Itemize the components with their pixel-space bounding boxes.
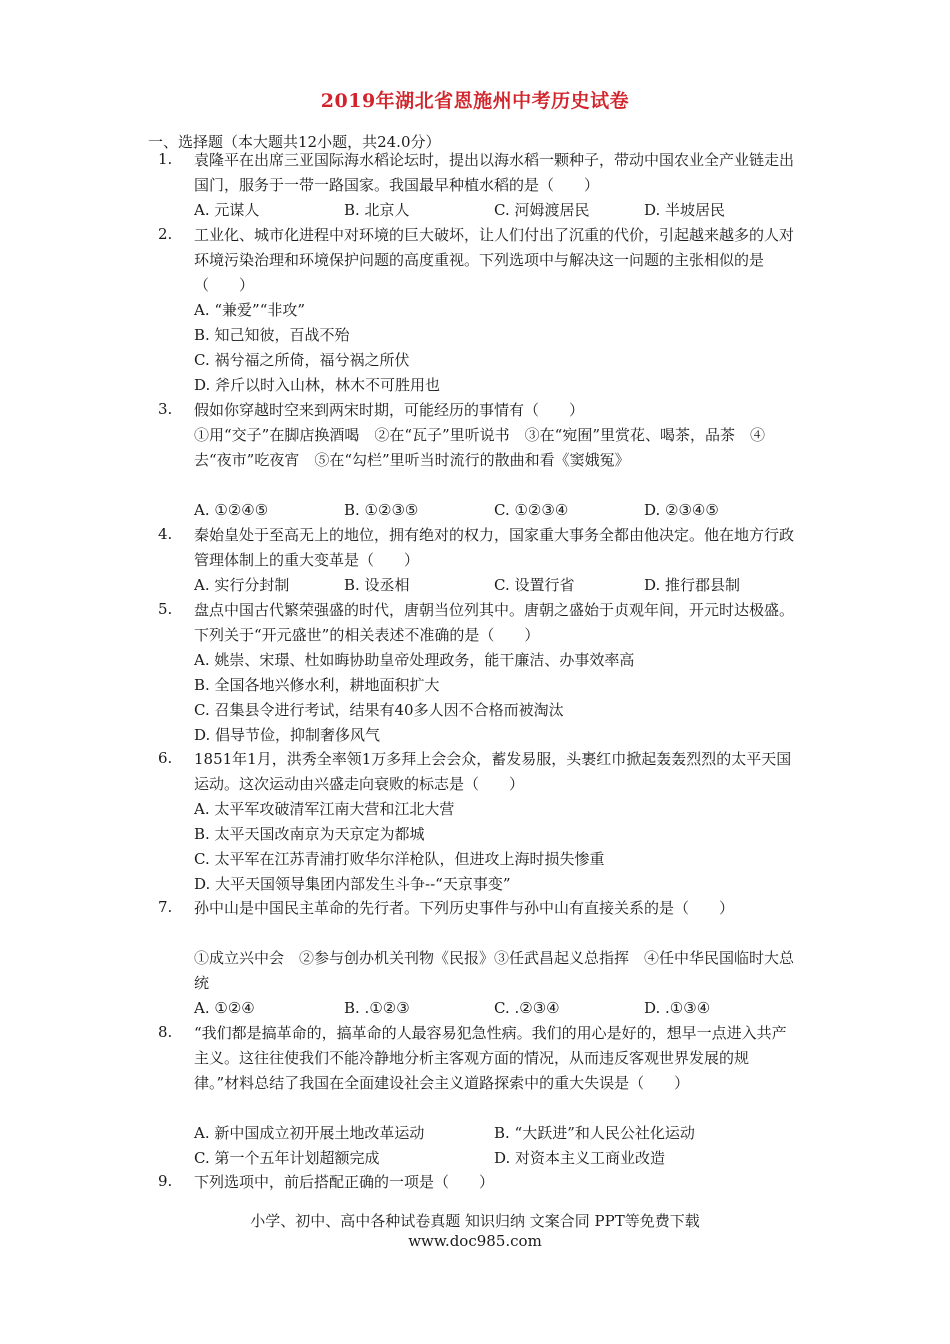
section-heading: 一、选择题（本大题共12小题，共24.0分）	[148, 133, 441, 151]
option-row	[194, 996, 794, 1021]
question-text: 下列选项中，前后搭配正确的一项是（ ）	[194, 1173, 495, 1191]
option-c: C. 太平军在江苏青浦打败华尔洋枪队，但进攻上海时损失惨重	[194, 850, 605, 868]
option-d: D. 斧斤以时入山林，林木不可胜用也	[194, 376, 441, 394]
option-c: C. 河姆渡居民	[494, 201, 590, 219]
question-number: 6.	[158, 749, 173, 767]
option-a: A. 太平军攻破清军江南大营和江北大营	[194, 800, 455, 818]
option-d: D. 推行郡县制	[644, 576, 741, 594]
question-number: 9.	[158, 1172, 173, 1190]
question-text: 工业化、城市化进程中对环境的巨大破坏，让人们付出了沉重的代价，引起越来越多的人对环境污染治理和环境保护问题的高度重视。下列选项中与解决这一问题的主张相似的是（ ）	[194, 226, 795, 294]
option-a: A. 姚崇、宋璟、杜如晦协助皇帝处理政务，能干廉洁、办事效率高	[194, 651, 635, 669]
option-c: C. .②③④	[494, 999, 560, 1017]
footer-link[interactable]: www.doc985.com	[408, 1232, 542, 1250]
question-number: 5.	[158, 600, 173, 618]
option-a: A. ①②④⑤	[194, 501, 269, 519]
option-b: B. 知己知彼，百战不殆	[194, 326, 350, 344]
option-d: D. 半坡居民	[644, 201, 726, 219]
option-d: D. ②③④⑤	[644, 501, 719, 519]
option-c: C. ①②③④	[494, 501, 569, 519]
question-text: 假如你穿越时空来到两宋时期，可能经历的事情有（ ）	[194, 401, 585, 419]
option-a: A. 新中国成立初开展土地改革运动	[194, 1124, 425, 1142]
question-text: “我们都是搞革命的，搞革命的人最容易犯急性病。我们的用心是好的，想早一点进入共产主义。这往往使我们不能冷静地分析主客观方面的情况，从而违反客观世界发展的规律。”材料总结了我国在全面建设社会主义道路探索中的重大失误是（ ）	[194, 1024, 787, 1092]
question-number: 1.	[158, 150, 173, 168]
option-c: C. 设置行省	[494, 576, 575, 594]
question-text: 1851年1月，洪秀全率领1万多拜上会会众，蓄发易服，头裹红巾掀起轰轰烈烈的太平天国运动。这次运动由兴盛走向衰败的标志是（ ）	[194, 750, 792, 793]
option-row-1	[194, 1121, 794, 1146]
option-b: B. 设丞相	[344, 576, 410, 594]
option-b: B. ①②③⑤	[344, 501, 419, 519]
option-b: B. .①②③	[344, 999, 410, 1017]
option-b: B. 全国各地兴修水利，耕地面积扩大	[194, 676, 440, 694]
option-c: C. 祸兮福之所倚，福兮祸之所伏	[194, 351, 410, 369]
option-b: B. 北京人	[344, 201, 410, 219]
option-d: D. 对资本主义工商业改造	[494, 1149, 666, 1167]
exam-title: 2019年湖北省恩施州中考历史试卷	[320, 90, 630, 112]
option-row	[194, 498, 794, 523]
option-row	[194, 198, 794, 223]
question-text: 秦始皇处于至高无上的地位，拥有绝对的权力，国家重大事务全都由他决定。他在地方行政管理体制上的重大变革是（ ）	[194, 526, 795, 569]
question-statements: ①成立兴中会 ②参与创办机关刊物《民报》③任武昌起义总指挥 ④任中华民国临时大总统	[194, 949, 795, 992]
question-statements: ①用“交子”在脚店换酒喝 ②在“瓦子”里听说书 ③在“宛囿”里赏花、喝茶，品茶 ④去“夜市”吃夜宵 ⑤在“勾栏”里听当时流行的散曲和看《窦娥冤》	[194, 426, 766, 469]
option-row-2	[194, 1146, 794, 1171]
option-c: C. 召集县令进行考试，结果有40多人因不合格而被淘汰	[194, 701, 564, 719]
page-footer	[0, 1211, 950, 1251]
option-c: C. 第一个五年计划超额完成	[194, 1149, 380, 1167]
question-number: 7.	[158, 898, 173, 916]
question-number: 2.	[158, 225, 173, 243]
question-number: 3.	[158, 400, 173, 418]
footer-promo-text: 小学、初中、高中各种试卷真题 知识归纳 文案合同 PPT等免费下载	[250, 1212, 700, 1230]
option-a: A. 实行分封制	[194, 576, 290, 594]
option-a: A. “兼爱”“非攻”	[194, 301, 306, 319]
question-number: 4.	[158, 525, 173, 543]
option-d: D. 大平天国领导集团内部发生斗争--“天京事变”	[194, 875, 511, 893]
option-row	[194, 573, 794, 598]
option-a: A. 元谋人	[194, 201, 260, 219]
question-text: 孙中山是中国民主革命的先行者。下列历史事件与孙中山有直接关系的是（ ）	[194, 899, 735, 917]
option-a: A. ①②④	[194, 999, 255, 1017]
option-d: D. 倡导节俭，抑制奢侈风气	[194, 726, 381, 744]
question-number: 8.	[158, 1023, 173, 1041]
option-b: B. 太平天国改南京为天京定为都城	[194, 825, 425, 843]
question-text: 盘点中国古代繁荣强盛的时代，唐朝当位列其中。唐朝之盛始于贞观年间，开元时达极盛。下列关于“开元盛世”的相关表述不准确的是（ ）	[194, 601, 795, 644]
option-b: B. “大跃进”和人民公社化运动	[494, 1124, 695, 1142]
option-d: D. .①③④	[644, 999, 711, 1017]
question-text: 袁隆平在出席三亚国际海水稻论坛时，提出以海水稻一颗种子，带动中国农业全产业链走出国门，服务于一带一路国家。我国最早种植水稻的是（ ）	[194, 151, 795, 194]
